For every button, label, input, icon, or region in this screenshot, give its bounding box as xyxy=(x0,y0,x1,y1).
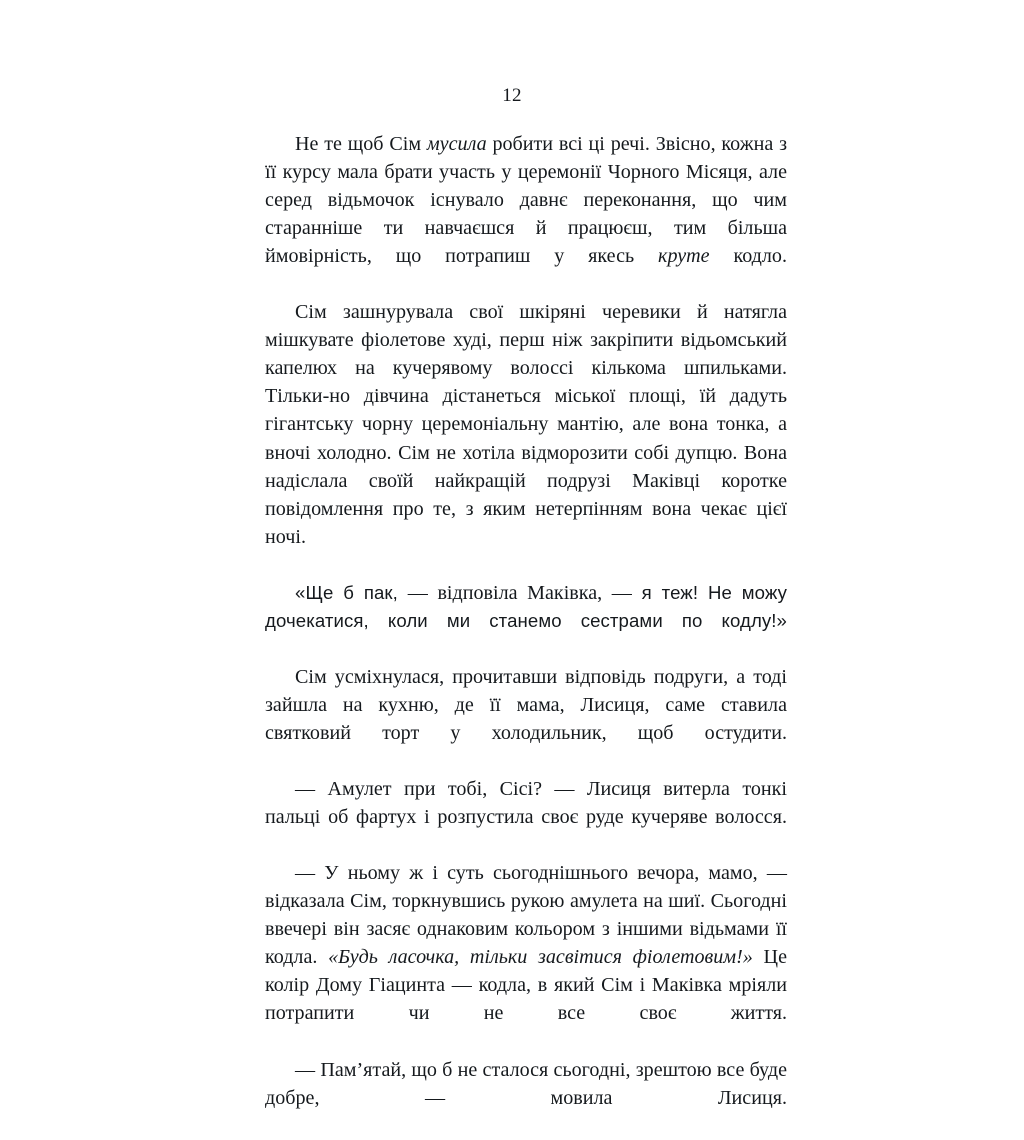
page-number: 12 xyxy=(502,85,522,106)
text-run: Це колір Дому Гіацинта — кодла, в який Сім і Маківка мріяли потрапити чи не все своє життя. xyxy=(265,946,787,1025)
paragraph-4 xyxy=(265,663,787,775)
body-text xyxy=(265,130,787,1140)
paragraph-2 xyxy=(265,298,787,578)
emphasis-musyla: мусила xyxy=(426,133,487,155)
text-run: Не те щоб Сім xyxy=(295,133,427,155)
text-run: Сім зашнурувала свої шкіряні черевики й натягла мішкувате фіолетове худі, перш ніж закріпити відьомський капелюх на кучерявому волоссі кількома шпильками. Тільки-но дівчина дістанеться міської площі, їй дадуть гігантську чорну церемоніальну мантію, але вона тонка, а вночі холодно. Сім не хотіла відморозити собі дупцю. Вона надіслала своїй найкращій подрузі Маківці коротке повідомлення про те, з яким нетерпінням вона чекає цієї ночі. xyxy=(265,301,787,548)
dialogue-attribution: — відповіла Маківка, — xyxy=(407,581,632,604)
paragraph-1 xyxy=(265,130,787,298)
text-run: — Амулет при тобі, Сісі? — Лисиця витерла тонкі пальці об фартух і розпустила своє руде кучеряве волосся. xyxy=(265,778,787,829)
paragraph-3-text-message xyxy=(265,579,787,663)
message-text-run: «Ще б пак, xyxy=(295,581,408,603)
text-run: робити всі ці речі. Звісно, кожна з її курсу мала брати участь у церемонії Чорного Місяця, але серед відьмочок існувало давнє переконання, що чим старанніше ти навчаєшся й працюєш, тим більша ймовірність, що потрапиш у якесь xyxy=(265,133,788,268)
text-run: кодло. xyxy=(709,245,787,268)
emphasis-krute: круте xyxy=(658,245,710,268)
paragraph-6 xyxy=(265,859,787,1055)
text-run: — Пам’ятай, що б не сталося сьогодні, зрештою все буде добре, — мовила Лисиця. xyxy=(265,1058,787,1109)
message-text-run: я теж! Не можу дочекатися, коли ми станемо сестрами по кодлу!» xyxy=(265,581,787,631)
paragraph-7 xyxy=(265,1056,787,1140)
text-run: Сім усміхнулася, прочитавши відповідь подруги, а тоді зайшла на кухню, де її мама, Лисиця, саме ставила святковий торт у холодильник, щоб остудити. xyxy=(265,665,787,744)
text-run: — У ньому ж і суть сьогоднішнього вечора, мамо, — відказала Сім, торкнувшись рукою амулета на шиї. Сьогодні ввечері він засяє однаковим кольором з іншими відьмами її кодла. xyxy=(265,862,787,969)
paragraph-5 xyxy=(265,775,787,859)
emphasis-spell-wish: «Будь ласочка, тільки засвітися фіолетовим!» xyxy=(328,946,753,969)
